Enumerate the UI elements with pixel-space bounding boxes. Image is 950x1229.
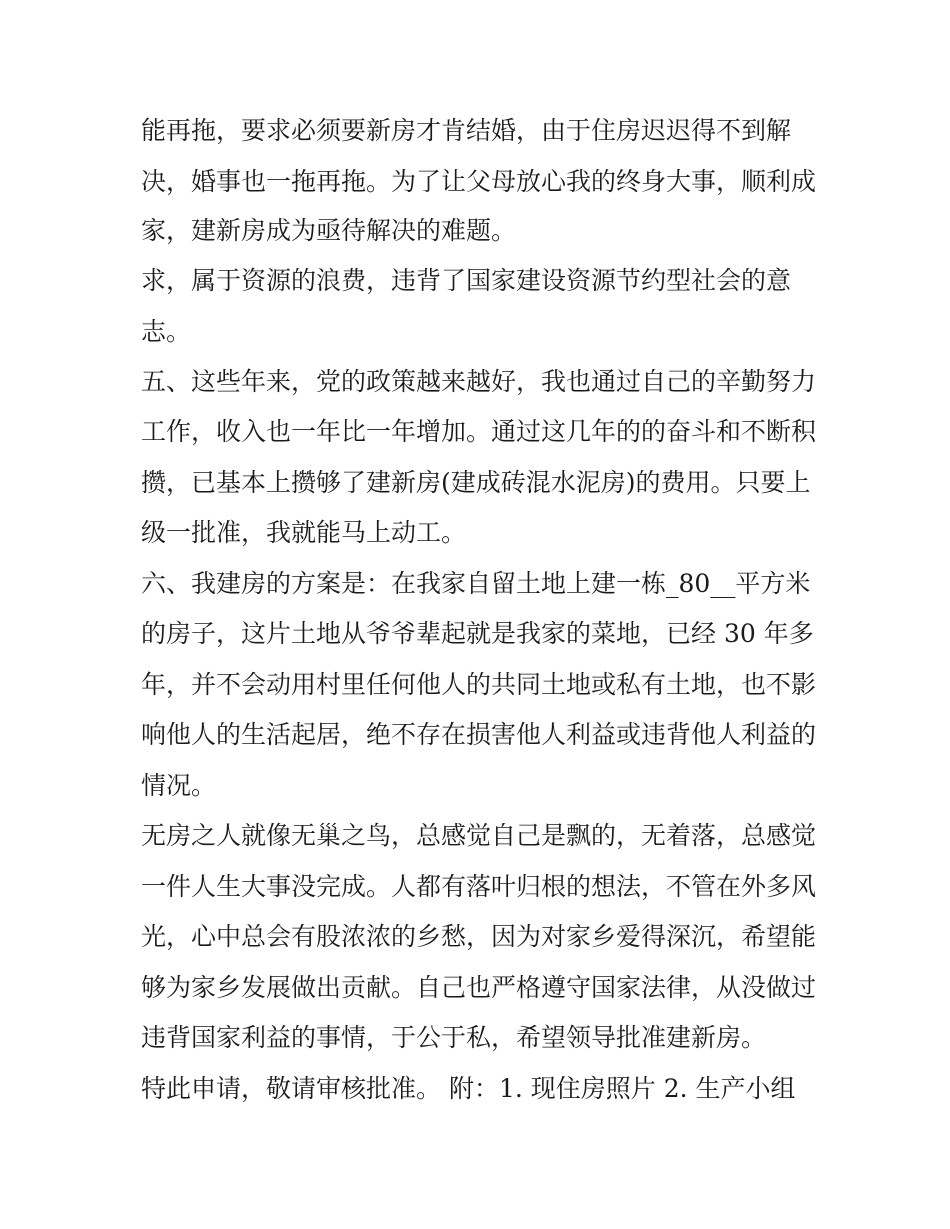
text-line: 够为家乡发展做出贡献。自己也严格遵守国家法律，从没做过 — [141, 973, 817, 1002]
text-line: 工作，收入也一年比一年增加。通过这几年的的奋斗和不断积 — [141, 417, 817, 446]
text-line: 情况。 — [141, 771, 217, 800]
text-line: 响他人的生活起居，绝不存在损害他人利益或违背他人利益的 — [141, 720, 817, 749]
text-line: 无房之人就像无巢之鸟，总感觉自己是飘的，无着落，总感觉 — [141, 821, 817, 850]
text-line: 家，建新房成为亟待解决的难题。 — [141, 216, 517, 245]
text-line: 求，属于资源的浪费，违背了国家建设资源节约型社会的意 — [141, 266, 792, 295]
text-line: 五、这些年来，党的政策越来越好，我也通过自己的辛勤努力 — [141, 367, 817, 396]
text-line: 志。 — [141, 317, 192, 346]
text-line: 攒，已基本上攒够了建新房(建成砖混水泥房)的费用。只要上 — [141, 468, 811, 497]
text-line: 的房子，这片土地从爷爷辈起就是我家的菜地，已经 30 年多 — [141, 619, 814, 648]
text-line: 光，心中总会有股浓浓的乡愁，因为对家乡爱得深沉，希望能 — [141, 922, 817, 951]
text-line: 年，并不会动用村里任何他人的共同土地或私有土地，也不影 — [141, 670, 817, 699]
text-line: 能再拖，要求必须要新房才肯结婚，由于住房迟迟得不到解 — [141, 116, 792, 145]
text-line: 一件人生大事没完成。人都有落叶归根的想法，不管在外多风 — [141, 872, 817, 901]
text-line: 违背国家利益的事情，于公于私，希望领导批准建新房。 — [141, 1023, 767, 1052]
text-line: 级一批准，我就能马上动工。 — [141, 518, 467, 547]
text-line: 六、我建房的方案是：在我家自留土地上建一栋_80__平方米 — [141, 569, 811, 598]
text-line: 决，婚事也一拖再拖。为了让父母放心我的终身大事，顺利成 — [141, 167, 817, 196]
text-line: 特此申请，敬请审核批准。 附：1. 现住房照片 2. 生产小组 — [141, 1074, 796, 1103]
